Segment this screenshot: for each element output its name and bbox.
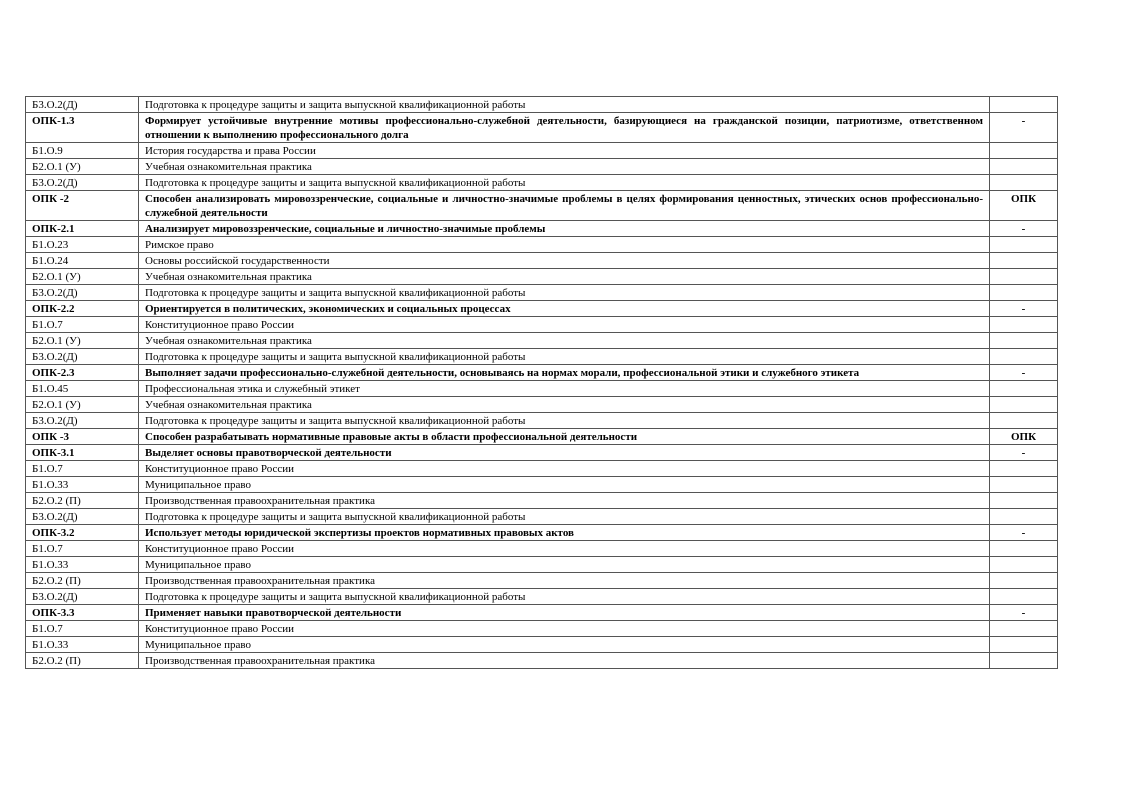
- discipline-row: [26, 461, 1058, 477]
- row-description: Муниципальное право: [139, 637, 990, 653]
- row-mark: [990, 159, 1058, 175]
- row-description: Способен анализировать мировоззренческие, социальные и личностно-значимые проблемы в целях формирования ценностных, этических основ профессионально-служебной деятельности: [139, 191, 990, 221]
- discipline-row: [26, 349, 1058, 365]
- row-mark: [990, 477, 1058, 493]
- row-code: Б2.О.1 (У): [26, 397, 139, 413]
- competency-row: [26, 429, 1058, 445]
- row-code: Б1.О.9: [26, 143, 139, 159]
- row-mark: [990, 253, 1058, 269]
- discipline-row: [26, 159, 1058, 175]
- row-code: Б1.О.24: [26, 253, 139, 269]
- row-description: Подготовка к процедуре защиты и защита выпускной квалификационной работы: [139, 349, 990, 365]
- row-mark: [990, 461, 1058, 477]
- row-mark: [990, 269, 1058, 285]
- row-description: Конституционное право России: [139, 461, 990, 477]
- row-code: Б1.О.33: [26, 477, 139, 493]
- discipline-row: [26, 97, 1058, 113]
- row-mark: [990, 381, 1058, 397]
- row-description: Подготовка к процедуре защиты и защита выпускной квалификационной работы: [139, 589, 990, 605]
- row-code: Б3.О.2(Д): [26, 175, 139, 191]
- row-mark: [990, 317, 1058, 333]
- row-description: Муниципальное право: [139, 557, 990, 573]
- row-code: Б2.О.2 (П): [26, 493, 139, 509]
- competency-row: [26, 113, 1058, 143]
- row-mark: [990, 653, 1058, 669]
- row-code: ОПК-1.3: [26, 113, 139, 143]
- row-description: Основы российской государственности: [139, 253, 990, 269]
- row-mark: [990, 509, 1058, 525]
- row-description: Профессиональная этика и служебный этикет: [139, 381, 990, 397]
- competency-table-body: [26, 97, 1058, 669]
- row-mark: -: [990, 301, 1058, 317]
- row-mark: [990, 621, 1058, 637]
- row-description: Римское право: [139, 237, 990, 253]
- competency-row: [26, 445, 1058, 461]
- row-code: Б3.О.2(Д): [26, 413, 139, 429]
- discipline-row: [26, 477, 1058, 493]
- row-description: Учебная ознакомительная практика: [139, 269, 990, 285]
- row-description: Способен разрабатывать нормативные правовые акты в области профессиональной деятельности: [139, 429, 990, 445]
- row-code: ОПК-2.2: [26, 301, 139, 317]
- discipline-row: [26, 397, 1058, 413]
- row-description: Подготовка к процедуре защиты и защита выпускной квалификационной работы: [139, 175, 990, 191]
- row-code: Б3.О.2(Д): [26, 509, 139, 525]
- row-description: История государства и права России: [139, 143, 990, 159]
- row-mark: [990, 589, 1058, 605]
- row-description: Производственная правоохранительная практика: [139, 573, 990, 589]
- discipline-row: [26, 237, 1058, 253]
- discipline-row: [26, 269, 1058, 285]
- row-description: Муниципальное право: [139, 477, 990, 493]
- row-description: Производственная правоохранительная практика: [139, 653, 990, 669]
- row-description: Подготовка к процедуре защиты и защита выпускной квалификационной работы: [139, 509, 990, 525]
- row-code: Б1.О.33: [26, 637, 139, 653]
- row-code: ОПК -3: [26, 429, 139, 445]
- competency-row: [26, 301, 1058, 317]
- row-mark: [990, 541, 1058, 557]
- discipline-row: [26, 143, 1058, 159]
- competency-row: [26, 221, 1058, 237]
- discipline-row: [26, 573, 1058, 589]
- competency-table: [25, 96, 1058, 669]
- row-mark: [990, 573, 1058, 589]
- row-description: Учебная ознакомительная практика: [139, 397, 990, 413]
- discipline-row: [26, 333, 1058, 349]
- row-mark: -: [990, 445, 1058, 461]
- row-mark: [990, 397, 1058, 413]
- discipline-row: [26, 637, 1058, 653]
- competency-row: [26, 525, 1058, 541]
- row-code: Б2.О.2 (П): [26, 573, 139, 589]
- row-code: ОПК-3.1: [26, 445, 139, 461]
- row-mark: [990, 349, 1058, 365]
- row-code: Б1.О.7: [26, 317, 139, 333]
- row-code: Б1.О.45: [26, 381, 139, 397]
- discipline-row: [26, 413, 1058, 429]
- row-code: ОПК-3.3: [26, 605, 139, 621]
- row-code: Б2.О.2 (П): [26, 653, 139, 669]
- row-description: Конституционное право России: [139, 541, 990, 557]
- row-mark: -: [990, 113, 1058, 143]
- discipline-row: [26, 541, 1058, 557]
- discipline-row: [26, 381, 1058, 397]
- row-code: ОПК-2.1: [26, 221, 139, 237]
- discipline-row: [26, 285, 1058, 301]
- row-description: Применяет навыки правотворческой деятельности: [139, 605, 990, 621]
- row-mark: [990, 175, 1058, 191]
- row-code: Б3.О.2(Д): [26, 285, 139, 301]
- row-description: Формирует устойчивые внутренние мотивы профессионально-служебной деятельности, базирующиеся на гражданской позиции, патриотизме, ответственном отношении к выполнению профессионального долга: [139, 113, 990, 143]
- row-code: ОПК-3.2: [26, 525, 139, 541]
- discipline-row: [26, 493, 1058, 509]
- row-mark: [990, 333, 1058, 349]
- row-mark: [990, 413, 1058, 429]
- row-code: Б2.О.1 (У): [26, 159, 139, 175]
- competency-row: [26, 191, 1058, 221]
- row-mark: [990, 237, 1058, 253]
- row-description: Конституционное право России: [139, 317, 990, 333]
- row-description: Ориентируется в политических, экономических и социальных процессах: [139, 301, 990, 317]
- discipline-row: [26, 317, 1058, 333]
- row-mark: -: [990, 525, 1058, 541]
- row-mark: [990, 557, 1058, 573]
- row-code: ОПК-2.3: [26, 365, 139, 381]
- row-description: Использует методы юридической экспертизы проектов нормативных правовых актов: [139, 525, 990, 541]
- row-code: Б3.О.2(Д): [26, 589, 139, 605]
- row-code: Б3.О.2(Д): [26, 349, 139, 365]
- row-code: Б1.О.7: [26, 541, 139, 557]
- row-mark: [990, 493, 1058, 509]
- row-mark: -: [990, 365, 1058, 381]
- row-description: Производственная правоохранительная практика: [139, 493, 990, 509]
- row-mark: [990, 143, 1058, 159]
- discipline-row: [26, 253, 1058, 269]
- row-description: Учебная ознакомительная практика: [139, 333, 990, 349]
- competency-row: [26, 365, 1058, 381]
- row-description: Выделяет основы правотворческой деятельности: [139, 445, 990, 461]
- row-mark: ОПК: [990, 429, 1058, 445]
- row-mark: ОПК: [990, 191, 1058, 221]
- row-description: Выполняет задачи профессионально-служебной деятельности, основываясь на нормах морали, профессиональной этики и служебного этикета: [139, 365, 990, 381]
- row-description: Подготовка к процедуре защиты и защита выпускной квалификационной работы: [139, 285, 990, 301]
- row-mark: -: [990, 221, 1058, 237]
- competency-row: [26, 605, 1058, 621]
- row-code: Б1.О.7: [26, 621, 139, 637]
- discipline-row: [26, 589, 1058, 605]
- row-code: Б2.О.1 (У): [26, 269, 139, 285]
- discipline-row: [26, 557, 1058, 573]
- row-code: Б1.О.23: [26, 237, 139, 253]
- row-mark: -: [990, 605, 1058, 621]
- row-code: ОПК -2: [26, 191, 139, 221]
- row-description: Подготовка к процедуре защиты и защита выпускной квалификационной работы: [139, 413, 990, 429]
- row-mark: [990, 97, 1058, 113]
- row-code: Б1.О.7: [26, 461, 139, 477]
- row-mark: [990, 637, 1058, 653]
- discipline-row: [26, 509, 1058, 525]
- row-code: Б1.О.33: [26, 557, 139, 573]
- row-code: Б3.О.2(Д): [26, 97, 139, 113]
- row-description: Учебная ознакомительная практика: [139, 159, 990, 175]
- row-mark: [990, 285, 1058, 301]
- discipline-row: [26, 621, 1058, 637]
- discipline-row: [26, 175, 1058, 191]
- discipline-row: [26, 653, 1058, 669]
- row-code: Б2.О.1 (У): [26, 333, 139, 349]
- row-description: Анализирует мировоззренческие, социальные и личностно-значимые проблемы: [139, 221, 990, 237]
- row-description: Подготовка к процедуре защиты и защита выпускной квалификационной работы: [139, 97, 990, 113]
- row-description: Конституционное право России: [139, 621, 990, 637]
